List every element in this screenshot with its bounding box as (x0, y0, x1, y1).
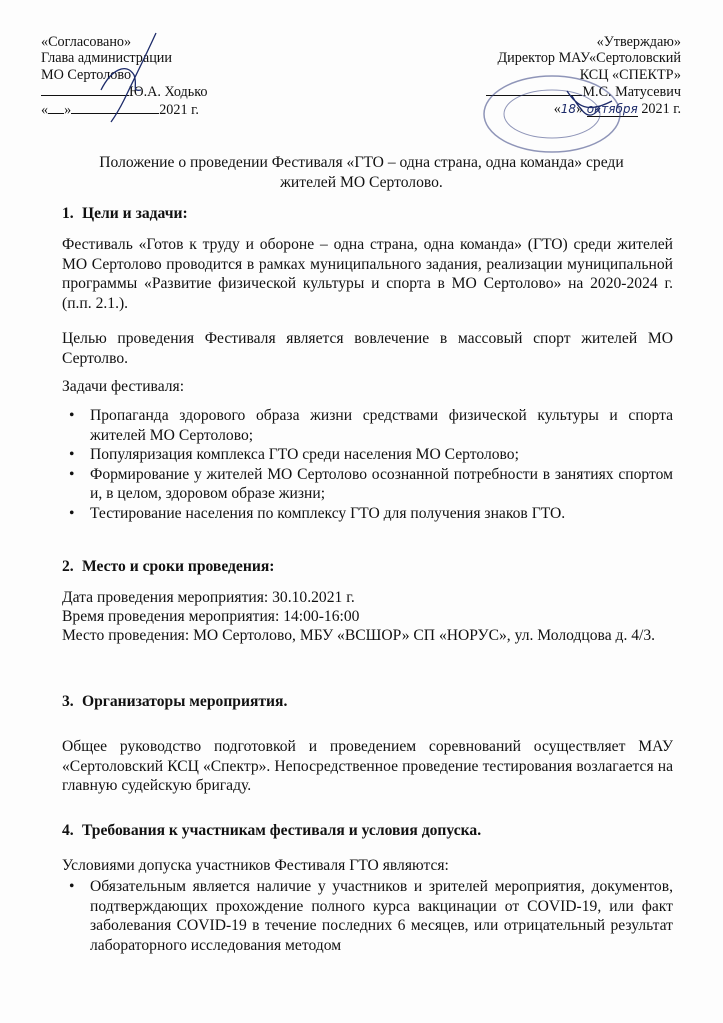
section-title: Организаторы мероприятия. (82, 693, 288, 710)
list-item: • Популяризация комплекса ГТО среди населения МО Сертолово; (90, 445, 673, 465)
tasks-list (90, 406, 673, 523)
date-month: октября (586, 101, 638, 116)
approver-name: Ю.А. Ходько (129, 84, 208, 101)
approver-position: Директор МАУ«Сертоловский (497, 50, 681, 67)
title-line-2: жителей МО Сертолово. (280, 173, 443, 191)
section-title: Цели и задачи: (82, 205, 188, 222)
approval-label: «Утверждаю» (596, 34, 681, 50)
section-3-paragraph: Общее руководство подготовкой и проведением соревнований осуществляет МАУ «Сертоловский КСЦ «Спектр». Непосредственное проведение тестирования возлагается на главную судейскую бригаду. (62, 738, 673, 794)
day-blank (48, 101, 64, 114)
section-3-heading (62, 692, 287, 712)
event-date: Дата проведения мероприятия: 30.10.2021 г. (62, 589, 355, 606)
admission-list (90, 877, 673, 955)
title-line-1: Положение о проведении Фестиваля «ГТО – одна страна, одна команда» среди (99, 154, 624, 171)
event-time: Время проведения мероприятия: 14:00-16:00 (62, 608, 360, 625)
admission-intro: Условиями допуска участников Фестиваля ГТО являются: (62, 857, 449, 874)
event-place: Место проведения: МО Сертолово, МБУ «ВСШОР» СП «НОРУС», ул. Молодцова д. 4/3. (62, 627, 656, 644)
date-quote-close: » (576, 100, 584, 117)
section-1-paragraph-2: Целью проведения Фестиваля является вовлечение в массовый спорт жителей МО Сертолво. (62, 330, 673, 367)
section-number: 2. (62, 558, 74, 575)
stamp-seal (472, 66, 622, 156)
list-item: • Обязательным является наличие у участников и зрителей мероприятия, документов, подтверждающих прохождение полного курса вакцинации от COVID-19, или факт заболевания COVID-19 в течение последних 6 месяцев, или отрицательный результат лабораторного исследования методом (90, 877, 673, 955)
approver-org: КСЦ «СПЕКТР» (579, 66, 681, 83)
section-title: Место и сроки проведения: (82, 558, 275, 575)
document-title (60, 153, 663, 192)
section-number: 4. (62, 822, 74, 839)
list-item: • Формирование у жителей МО Сертолово осознанной потребности в занятиях спортом и, в целом, здоровом образе жизни; (90, 465, 673, 504)
section-4-heading (62, 821, 481, 841)
approver-org: МО Сертолово (41, 66, 132, 83)
date-quote-close: » (64, 101, 72, 118)
date-quote-open: « (553, 100, 561, 117)
section-1-paragraph-1: Фестиваль «Готов к труду и обороне – одна страна, одна команда» (ГТО) среди жителей МО Сертолово проводится в рамках муниципального задания, реализации муниципальной программы «Развитие физической культуры и спорта в МО Сертолово» на 2020-2024 г. (п.п. 2.1.). (62, 236, 673, 312)
list-item: • Пропаганда здорового образа жизни средствами физической культуры и спорта жителей МО Сертолово; (90, 406, 673, 445)
approver-position: Глава администрации (41, 50, 172, 67)
approval-label: «Согласовано» (41, 34, 132, 50)
list-item: • Тестирование населения по комплексу ГТО для получения знаков ГТО. (90, 504, 673, 524)
date-year: 2021 г. (641, 100, 681, 117)
section-2-heading (62, 557, 274, 577)
date-day: 18 (560, 101, 577, 116)
date-quote-open: « (41, 101, 49, 118)
tasks-label: Задачи фестиваля: (62, 378, 185, 395)
section-number: 1. (62, 205, 74, 222)
approver-name: М.С. Матусевич (582, 84, 681, 101)
date-year: 2021 г. (159, 101, 199, 118)
section-number: 3. (62, 693, 74, 710)
section-title: Требования к участникам фестиваля и условия допуска. (82, 822, 482, 839)
section-1-heading (62, 204, 188, 224)
signature-left (86, 30, 176, 125)
